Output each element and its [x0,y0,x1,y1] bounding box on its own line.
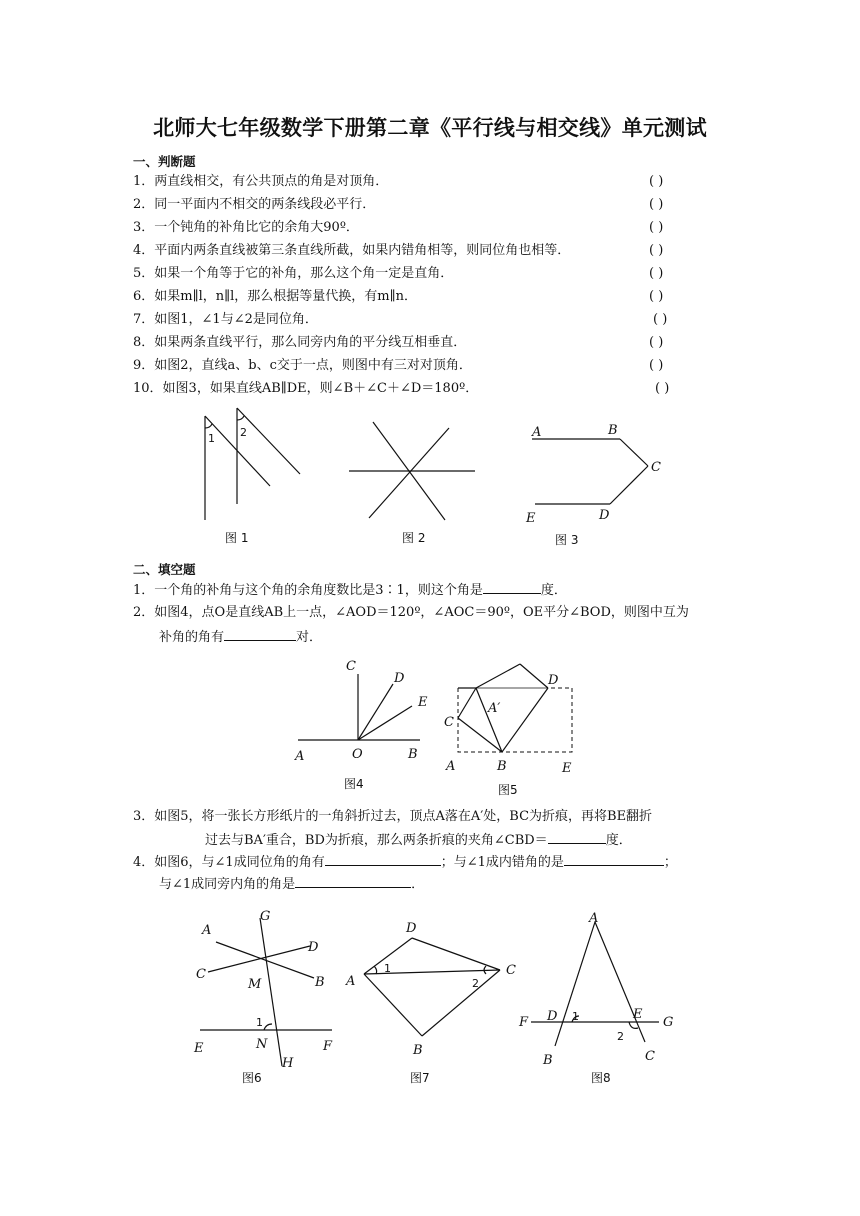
figure-6 [190,906,350,1088]
fig7-label-b: B [413,1043,423,1058]
fig5-label-c: C [444,715,454,730]
figure-7 [340,912,520,1088]
answer-blank-4c[interactable] [295,874,411,888]
answer-paren-7: ( ) [653,312,668,327]
fill-item-2-line-1: 2．如图4，点O是直线AB上一点，∠AOD＝120º，∠AOC＝90º，OE平分∠BOD，则图中互为 [133,605,689,620]
fig6-label-d: D [308,940,319,955]
figure-2-diagram [345,418,480,548]
answer-paren-6: ( ) [649,289,664,304]
fig8-label-a: A [589,911,599,926]
fig5-caption: 图5 [498,783,518,797]
fig4-label-a: A [295,749,305,764]
judge-item-8: 8．如果两条直线平行，那么同旁内角的平分线互相垂直． [133,335,467,350]
figure-3 [520,418,680,553]
figure-1-diagram [190,402,320,552]
fig7-angle-1: 1 [384,962,391,975]
fig3-label-b: B [608,423,618,438]
judge-item-4: 4．平面内两条直线被第三条直线所截，如果内错角相等，则同位角也相等． [133,243,571,258]
fig7-label-c: C [506,963,516,978]
answer-paren-5: ( ) [649,266,664,281]
figure-4-diagram [290,654,430,794]
fill-item-3-line-2: 过去与BA′重合，BD为折痕，那么两条折痕的夹角∠CBD＝ 度． [205,830,632,850]
fig8-angle-2: 2 [617,1030,624,1043]
answer-paren-1: ( ) [649,174,664,189]
answer-blank-2[interactable] [224,627,296,641]
section-fill-heading: 二、填空题 [133,562,196,577]
figure-6-diagram [190,906,350,1088]
page-title: 北师大七年级数学下册第二章《平行线与相交线》单元测试 [153,116,707,140]
fig1-angle-2: 2 [240,426,247,439]
fig6-label-h: H [282,1056,294,1071]
judge-item-6: 6．如果m∥l，n∥l，那么根据等量代换，有m∥n． [133,289,418,304]
fill-item-4-line-1: 4．如图6，与∠1成同位角的角有 ；与∠1成内错角的是 ； [133,852,677,872]
fill-item-3-line-1: 3．如图5，将一张长方形纸片的一角斜折过去，顶点A落在A′处，BC为折痕，再将BE翻折 [133,809,653,824]
fill-item-2-line-2: 补角的角有 对． [159,627,322,647]
answer-blank-3[interactable] [548,830,606,844]
fig7-caption: 图7 [410,1071,430,1085]
section-judge-heading: 一、判断题 [133,154,196,169]
figure-7-diagram [340,912,520,1088]
fig8-label-f: F [519,1015,529,1030]
answer-paren-8: ( ) [649,335,664,350]
figure-4 [290,654,430,794]
fig6-label-g: G [260,909,271,924]
judge-item-5: 5．如果一个角等于它的补角，那么这个角一定是直角． [133,266,454,281]
figure-2 [345,418,480,548]
figure-1 [190,402,320,552]
fig6-label-b: B [315,975,325,990]
figure-3-diagram [520,418,680,553]
figure-8-diagram [515,906,690,1088]
fig1-angle-1: 1 [208,432,215,445]
fig3-label-a: A [532,425,542,440]
fig3-caption: 图 3 [555,533,579,547]
fig3-label-c: C [651,460,661,475]
fig8-label-d: D [547,1009,558,1024]
judge-item-7: 7．如图1，∠1与∠2是同位角． [133,312,318,327]
fig8-label-g: G [663,1015,674,1030]
fig3-label-d: D [599,508,610,523]
fig4-label-d: D [394,671,405,686]
fig4-label-o: O [352,747,363,762]
fig8-label-b: B [543,1053,553,1068]
fig6-label-a: A [202,923,212,938]
fig7-label-d: D [406,921,417,936]
judge-item-2: 2．同一平面内不相交的两条线段必平行． [133,197,376,212]
answer-paren-10: ( ) [655,381,670,396]
answer-blank-4a[interactable] [325,852,441,866]
fig2-caption: 图 2 [402,531,426,545]
fig8-angle-1: 1 [572,1010,579,1023]
answer-paren-3: ( ) [649,220,664,235]
fig4-label-c: C [346,659,356,674]
judge-item-3: 3．一个钝角的补角比它的余角大90º． [133,220,359,235]
figure-5 [440,660,585,800]
fig4-label-b: B [408,747,418,762]
fig1-caption: 图 1 [225,531,249,545]
fig5-label-a-prime: A′ [488,701,501,716]
fig5-label-d: D [548,673,559,688]
fig6-label-n: N [256,1037,268,1052]
fig7-angle-2: 2 [472,977,479,990]
fig6-label-c: C [196,967,206,982]
fig6-caption: 图6 [242,1071,262,1085]
answer-paren-9: ( ) [649,358,664,373]
fig8-label-e: E [633,1007,643,1022]
figure-5-diagram [440,660,585,800]
fig5-label-e: E [562,761,572,776]
judge-item-1: 1．两直线相交，有公共顶点的角是对顶角． [133,174,389,189]
fig7-label-a: A [346,974,356,989]
judge-item-9: 9．如图2，直线a、b、c交于一点，则图中有三对对顶角． [133,358,472,373]
fill-item-4-line-2: 与∠1成同旁内角的角是 ． [159,874,424,894]
fill-item-1: 1．一个角的补角与这个角的余角度数比是3∶1，则这个角是 度． [133,580,567,600]
fig4-caption: 图4 [344,777,364,791]
fig6-label-f: F [323,1039,333,1054]
answer-blank-4b[interactable] [564,852,664,866]
fig5-label-b: B [497,759,507,774]
fig6-angle-1: 1 [256,1016,263,1029]
answer-blank-1[interactable] [483,580,541,594]
fig8-label-c: C [645,1049,655,1064]
answer-paren-4: ( ) [649,243,664,258]
fig6-label-e: E [194,1041,204,1056]
judge-item-10: 10．如图3，如果直线AB∥DE，则∠B＋∠C＋∠D＝180º． [133,381,479,396]
fig8-caption: 图8 [591,1071,611,1085]
fig5-label-a: A [446,759,456,774]
fig4-label-e: E [418,695,428,710]
answer-paren-2: ( ) [649,197,664,212]
figure-8 [515,906,690,1088]
fig6-label-m: M [248,977,262,992]
fig3-label-e: E [526,511,536,526]
